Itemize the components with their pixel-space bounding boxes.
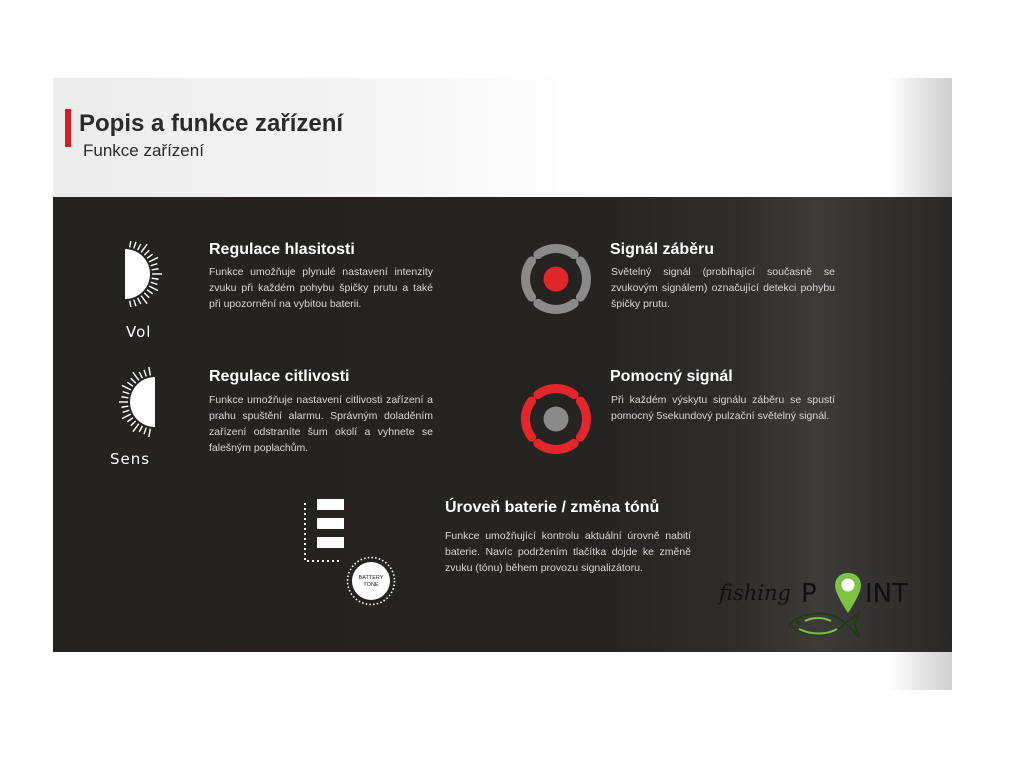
bite-signal-heading: Signál záběru	[610, 241, 715, 258]
aux-signal-icon	[518, 381, 594, 457]
knob-tick-mark	[139, 372, 142, 378]
aux-signal-description: Při každém výskytu signálu záběru se spustí pomocný 5sekundový pulzační světelný signál.	[611, 394, 835, 422]
knob-tick-mark	[149, 257, 158, 261]
knob-tick-mark	[144, 428, 146, 435]
carp-fish-icon	[783, 605, 863, 645]
fishing-point-logo	[715, 575, 921, 647]
knob-tick-mark	[123, 392, 130, 394]
knob-tick-mark	[123, 410, 130, 412]
sensitivity-knob-icon	[119, 367, 159, 437]
knob-tick-mark	[134, 300, 136, 307]
logo-int-text: INT	[865, 579, 908, 609]
battery-heading: Úroveň baterie / změna tónů	[445, 499, 660, 516]
knob-tick-mark	[121, 397, 128, 398]
knob-tick-mark	[130, 301, 132, 307]
page-title: Popis a funkce zařízení	[79, 110, 344, 137]
bite-signal-icon	[518, 241, 594, 317]
sensitivity-label: Sens	[110, 450, 151, 468]
logo-p-letter: P	[801, 579, 817, 609]
bottom-strip	[53, 652, 952, 690]
knob-tick-mark	[144, 370, 146, 377]
knob-tick-mark	[121, 406, 128, 407]
title-accent-bar	[65, 109, 71, 147]
volume-label: Vol	[126, 323, 152, 341]
battery-button-text: BATTERY	[358, 575, 384, 581]
volume-heading: Regulace hlasitosti	[209, 241, 355, 258]
knob-tick-mark	[122, 385, 131, 389]
knob-tick-mark	[144, 250, 149, 255]
aux-signal-heading: Pomocný signál	[610, 368, 733, 385]
bite-signal-description: Světelný signál (probíhající současně se zvukovým signálem) označující detekci pohybu špičky prutu.	[611, 266, 835, 310]
knob-tick-mark	[151, 264, 158, 266]
knob-tick-mark	[131, 378, 136, 383]
slide	[53, 78, 952, 690]
header	[53, 78, 952, 197]
battery-description: Funkce umožňující kontrolu aktuální úrovně nabití baterie. Navíc podržením tlačítka dojde ke změně zvuku (tónu) během provozu signalizátoru.	[445, 530, 691, 574]
knob-tick-mark	[138, 244, 141, 250]
knob-tick-mark	[149, 286, 158, 290]
knob-tick-mark	[133, 372, 139, 380]
knob-tick-mark	[147, 290, 153, 294]
knob-tick-mark	[130, 241, 132, 247]
knob-tick-mark	[127, 418, 133, 422]
knob-tick-mark	[149, 367, 151, 375]
knob-tick-mark	[139, 426, 142, 432]
knob-tick-mark	[127, 382, 133, 386]
tone-button-text: TONE	[363, 582, 379, 588]
knob-tick-mark	[134, 242, 136, 249]
battery-tone-button	[346, 556, 396, 606]
knob-tick-mark	[131, 421, 136, 426]
page-subtitle: Funkce zařízení	[83, 141, 204, 160]
knob-tick-mark	[138, 298, 141, 304]
knob-tick-mark	[122, 414, 131, 418]
knob-tick-mark	[133, 424, 139, 432]
knob-tick-mark	[147, 254, 153, 258]
knob-tick-mark	[149, 429, 151, 437]
knob-tick-mark	[151, 282, 158, 284]
knob-tick-mark	[152, 278, 159, 279]
volume-knob-icon	[115, 241, 163, 307]
knob-tick-mark	[141, 244, 147, 252]
volume-description: Funkce umožňuje plynulé nastavení intenzity zvuku při každém pohybu špičky prutu a také při upozornění na vybitou baterii.	[209, 266, 433, 310]
knob-tick-mark	[141, 296, 147, 304]
sensitivity-heading: Regulace citlivosti	[209, 368, 350, 385]
knob-tick-mark	[152, 269, 159, 270]
knob-tick-mark	[144, 293, 149, 298]
feature-panel	[53, 197, 952, 652]
sensitivity-description: Funkce umožňuje nastavení citlivosti zařízení a prahu spuštění alarmu. Správným doladěním zařízení odstraníte šum okolí a vyhnete se falešným poplachům.	[209, 394, 433, 454]
logo-fishing-text: fishing	[719, 581, 791, 605]
